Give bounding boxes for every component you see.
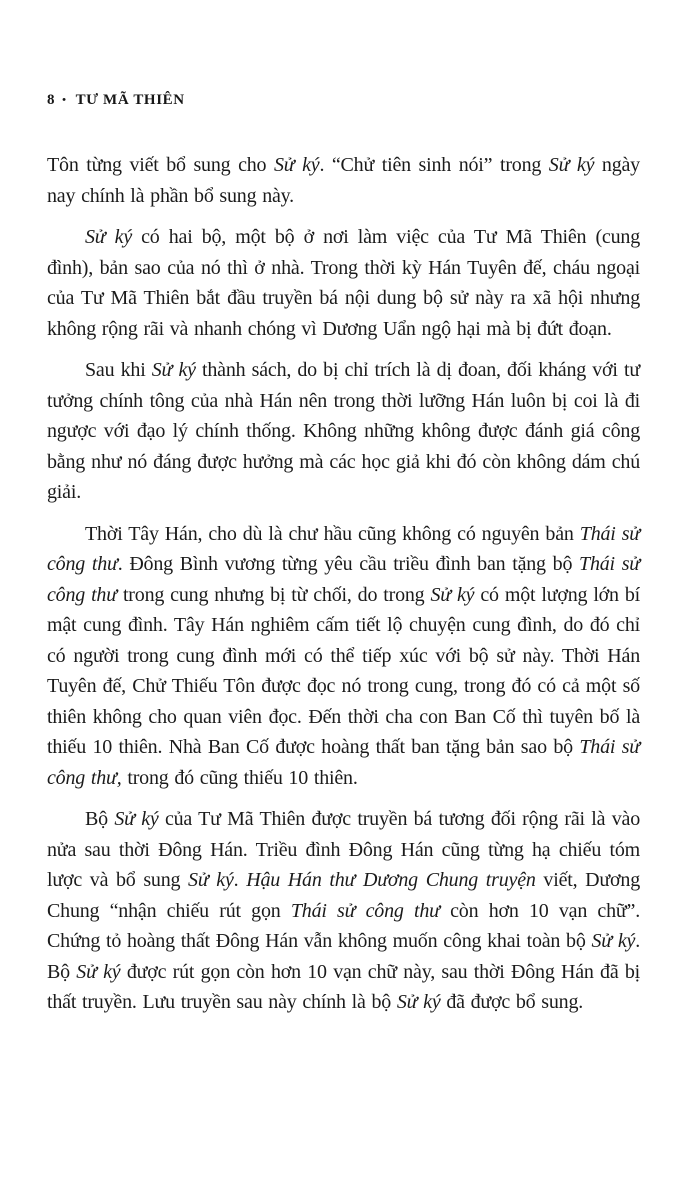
book-title: Thái sử công thư <box>47 522 640 575</box>
paragraph <box>47 222 640 344</box>
text-run: được rút gọn còn hơn 10 vạn chữ này, sau thời Đông Hán đã bị thất truyền. Lưu truyền sau này chính là bộ <box>47 960 640 1013</box>
text-run: đã được bổ sung. <box>440 991 584 1013</box>
text-run: . Bộ <box>47 930 640 983</box>
book-title: Sử ký <box>188 869 234 891</box>
book-title: Sử ký <box>151 359 196 381</box>
book-title: Sử ký <box>273 154 320 176</box>
running-header <box>47 92 185 109</box>
running-header-title: TƯ MÃ THIÊN <box>75 92 185 108</box>
book-title: Thái sử công thư <box>47 553 640 606</box>
text-run: . Đông Bình vương từng yêu cầu triều đình ban tặng bộ <box>117 553 580 575</box>
text-run: Bộ <box>85 808 115 830</box>
paragraph <box>47 355 640 508</box>
book-title: Sử ký <box>76 960 121 983</box>
text-run: . <box>233 869 247 891</box>
bullet-separator-icon: • <box>62 94 67 106</box>
text-run: trong cung nhưng bị từ chối, do trong <box>116 583 431 606</box>
paragraph <box>47 519 640 794</box>
page-body <box>47 150 640 1029</box>
text-run: trong đó cũng thiếu 10 thiên. <box>121 766 358 789</box>
text-run: Sau khi <box>85 359 152 381</box>
book-title: Sử ký <box>114 808 159 830</box>
paragraph <box>47 150 640 211</box>
text-run: còn hơn 10 vạn chữ”. Chứng tỏ hoàng thất Đông Hán vẫn không muốn công khai toàn bộ <box>47 899 641 952</box>
text-run: viết, Dương Chung “nhận chiếu rút gọn <box>47 869 641 922</box>
text-run: Thời Tây Hán, cho dù là chư hầu cũng không có nguyên bản <box>85 522 580 545</box>
book-title: Thái sử công thư, <box>47 736 640 789</box>
book-title: Hậu Hán thư Dương Chung truyện <box>246 869 536 891</box>
page-number: 8 <box>47 92 56 108</box>
paragraph <box>47 804 640 1018</box>
book-title: Sử ký <box>591 930 636 952</box>
text-run: của Tư Mã Thiên được truyền bá tương đối rộng rãi là vào nửa sau thời Đông Hán. Triều đình Đông Hán cũng từng hạ chiếu tóm lược và bổ sung <box>47 808 640 891</box>
text-run: Tôn từng viết bổ sung cho <box>47 154 274 176</box>
text-run: có hai bộ, một bộ ở nơi làm việc của Tư Mã Thiên (cung đình), bản sao của nó thì ở nhà. Trong thời kỳ Hán Tuyên đế, cháu ngoại của Tư Mã Thiên bắt đầu truyền bá nội dung bộ sử này ra xã hội nhưng không rộng rãi và nhanh chóng vì Dương Uẩn ngộ hại mà bị đứt đoạn. <box>47 226 640 340</box>
book-title: Sử ký <box>548 154 595 176</box>
text-run: ngày nay chính là phần bổ sung này. <box>47 154 640 207</box>
book-title: Sử ký <box>85 226 132 248</box>
book-title: Sử ký <box>430 583 475 606</box>
text-run: thành sách, do bị chỉ trích là dị đoan, đối kháng với tư tưởng chính tông của nhà Hán nên trong thời lưỡng Hán luôn bị coi là đi ngược với đạo lý chính thống. Không những không được đánh giá công bằng như nó đáng được hưởng mà các học giả khi đó còn không dám chú giải. <box>47 359 640 503</box>
book-title: Thái sử công thư <box>290 899 440 922</box>
text-run: có một lượng lớn bí mật cung đình. Tây Hán nghiêm cấm tiết lộ chuyện cung đình, do đó chỉ có người trong cung đình mới có thể tiếp xúc với bộ sử này. Thời Hán Tuyên đế, Chử Thiếu Tôn được đọc nó trong cung, trong đó có cả một số thiên không cho quan viên đọc. Đến thời cha con Ban Cố thì tuyên bố là thiếu 10 thiên. Nhà Ban Cố được hoàng thất ban tặng bản sao bộ <box>47 583 641 758</box>
text-run: . “Chử tiên sinh nói” trong <box>319 154 549 176</box>
book-title: Sử ký <box>396 991 441 1013</box>
